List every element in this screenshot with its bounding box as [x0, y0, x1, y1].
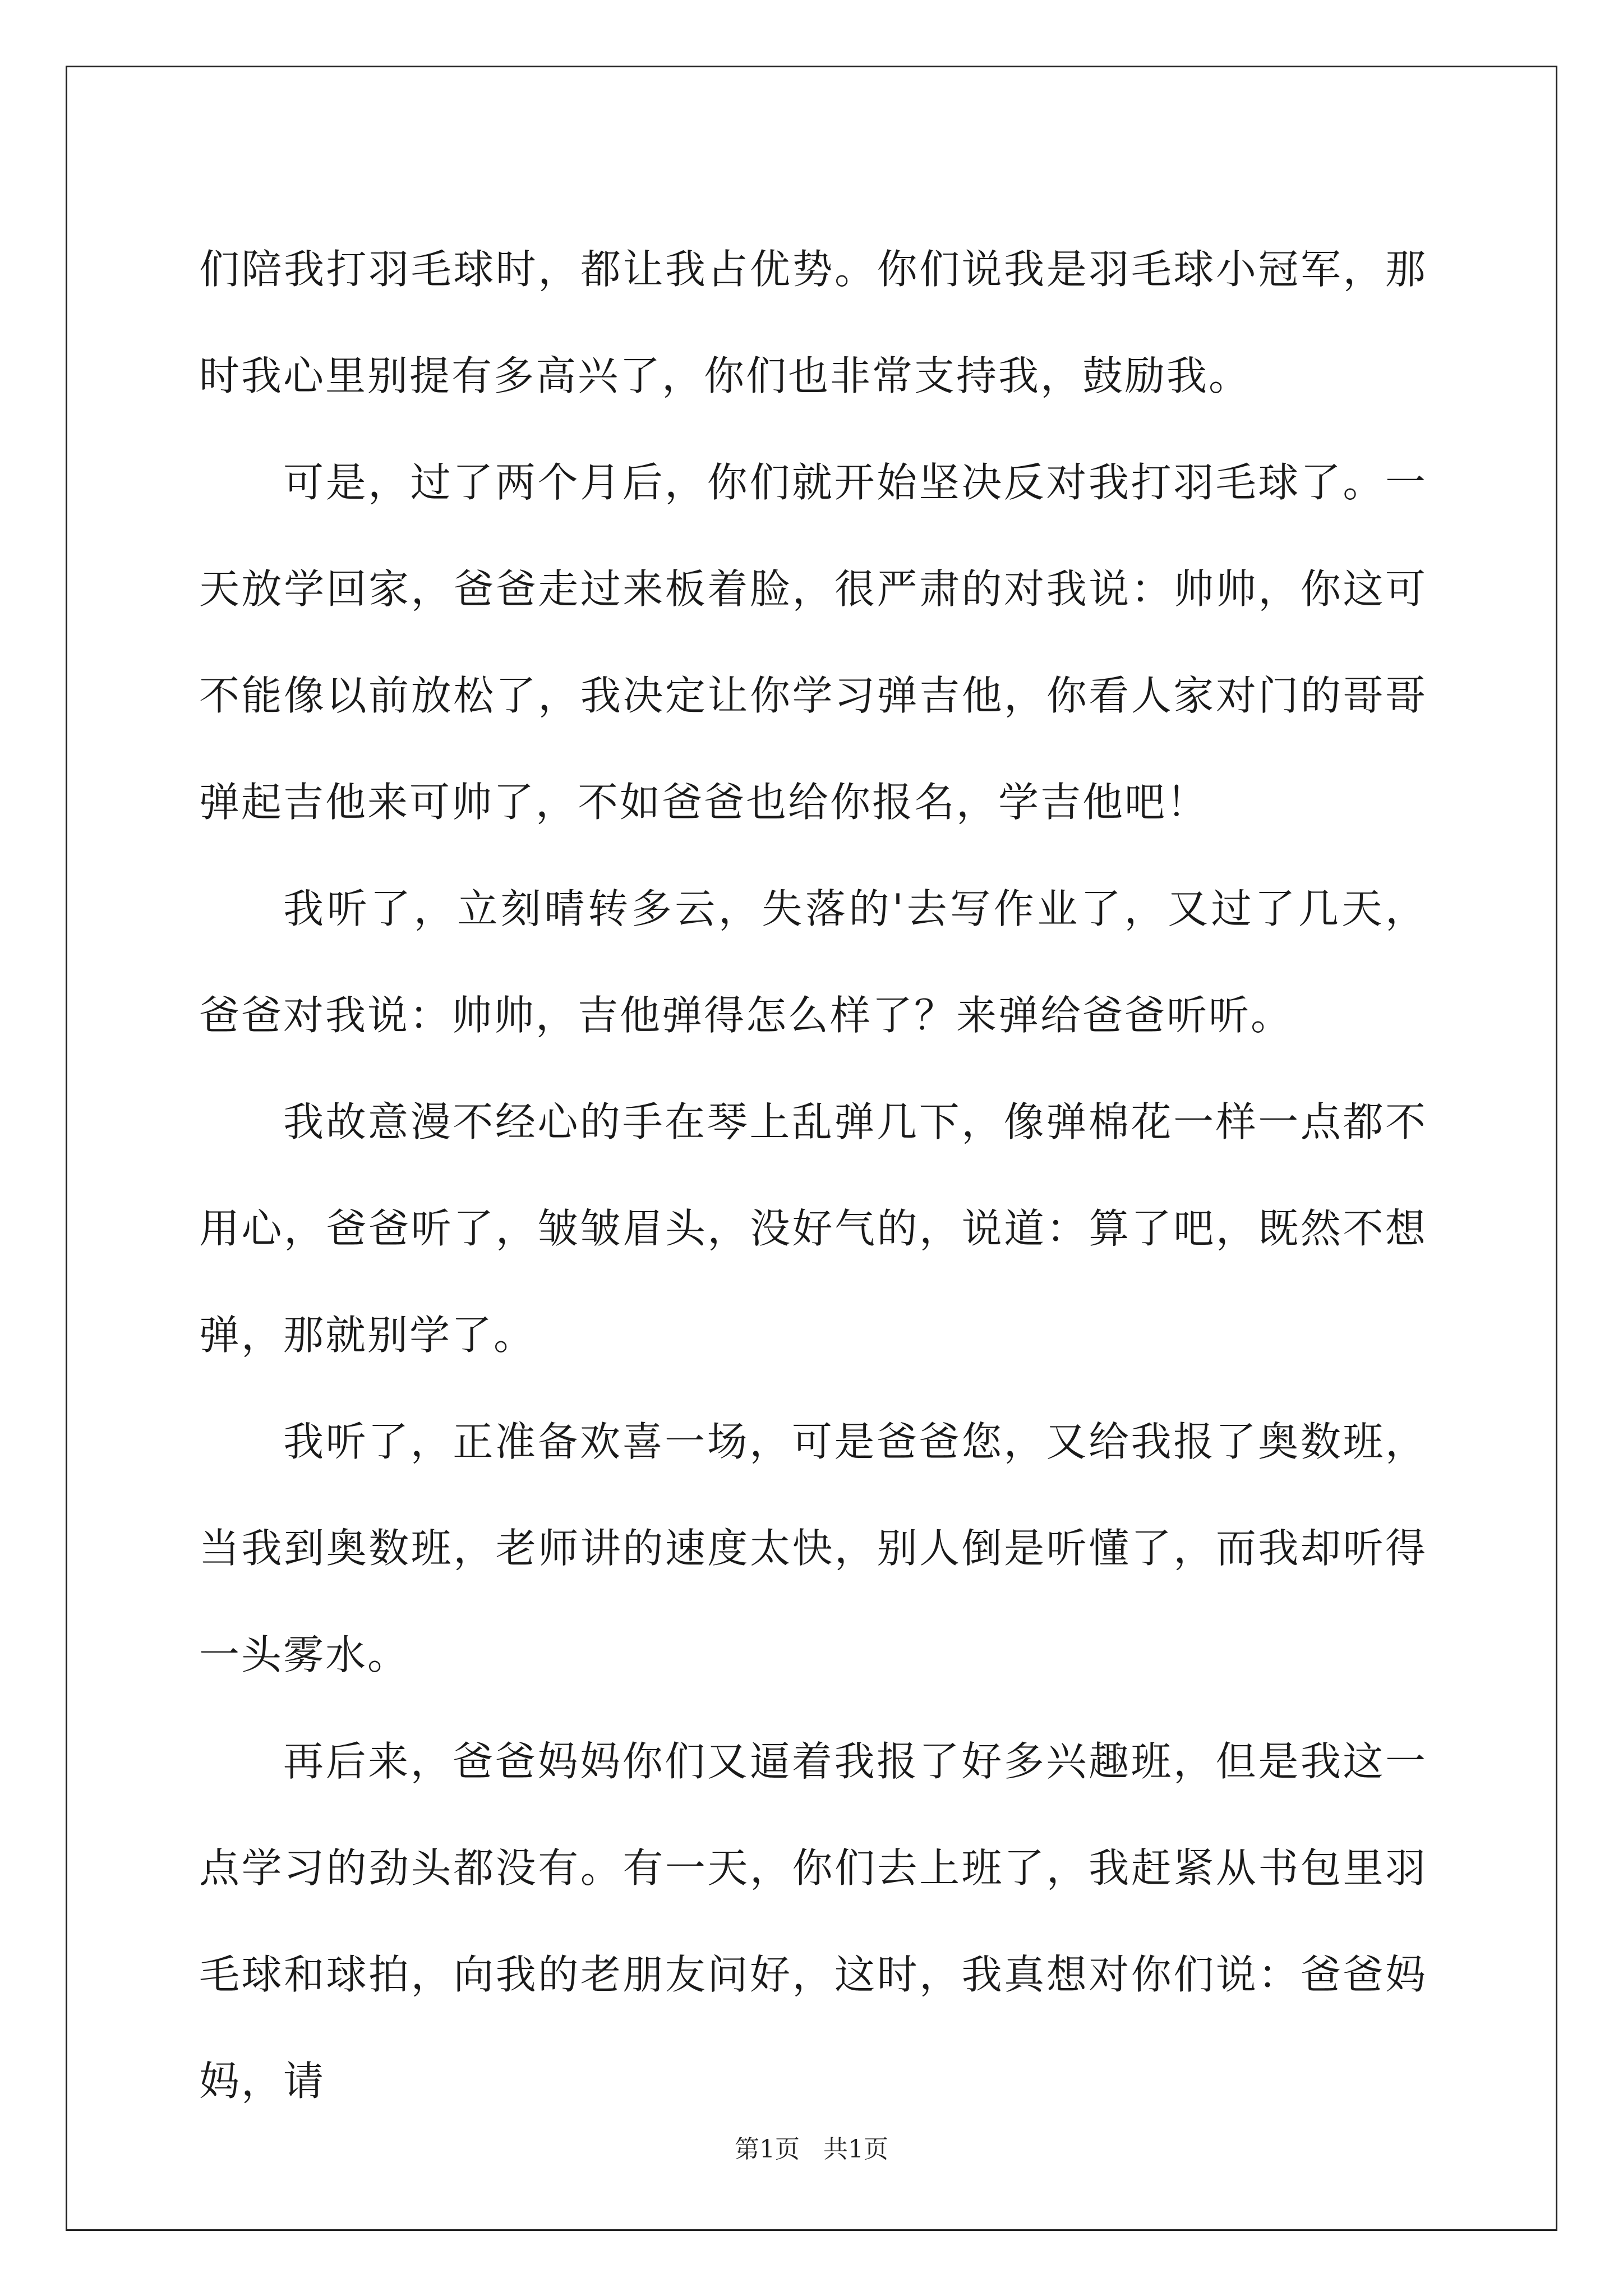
- paragraph-5: 我听了，正准备欢喜一场，可是爸爸您，又给我报了奥数班，当我到奥数班，老师讲的速度太快，别人倒是听懂了，而我却听得一头雾水。: [199, 1418, 1427, 1678]
- page-total: 共1页: [823, 2135, 888, 2164]
- paragraph-4: 我故意漫不经心的手在琴上乱弹几下，像弹棉花一样一点都不用心，爸爸听了，皱皱眉头，没好气的，说道：算了吧，既然不想弹，那就别学了。: [199, 1098, 1427, 1359]
- paragraph-1: 们陪我打羽毛球时，都让我占优势。你们说我是羽毛球小冠军，那时我心里别提有多高兴了，你们也非常支持我，鼓励我。: [199, 246, 1427, 399]
- paragraph-6: 再后来，爸爸妈妈你们又逼着我报了好多兴趣班，但是我这一点学习的劲头都没有。有一天，你们去上班了，我赶紧从书包里羽毛球和球拍，向我的老朋友问好，这时，我真想对你们说：爸爸妈妈，请: [199, 1738, 1427, 2105]
- page-number: 第1页: [735, 2135, 800, 2164]
- page-footer: [0, 2133, 1623, 2166]
- document-body: [199, 216, 1427, 2134]
- paragraph-2: 可是，过了两个月后，你们就开始坚决反对我打羽毛球了。一天放学回家，爸爸走过来板着脸，很严肃的对我说：帅帅，你这可不能像以前放松了，我决定让你学习弹吉他，你看人家对门的哥哥弹起吉他来可帅了，不如爸爸也给你报名，学吉他吧！: [199, 459, 1427, 826]
- paragraph-3: 我听了，立刻晴转多云，失落的'去写作业了，又过了几天，爸爸对我说：帅帅，吉他弹得怎么样了？来弹给爸爸听听。: [199, 885, 1427, 1039]
